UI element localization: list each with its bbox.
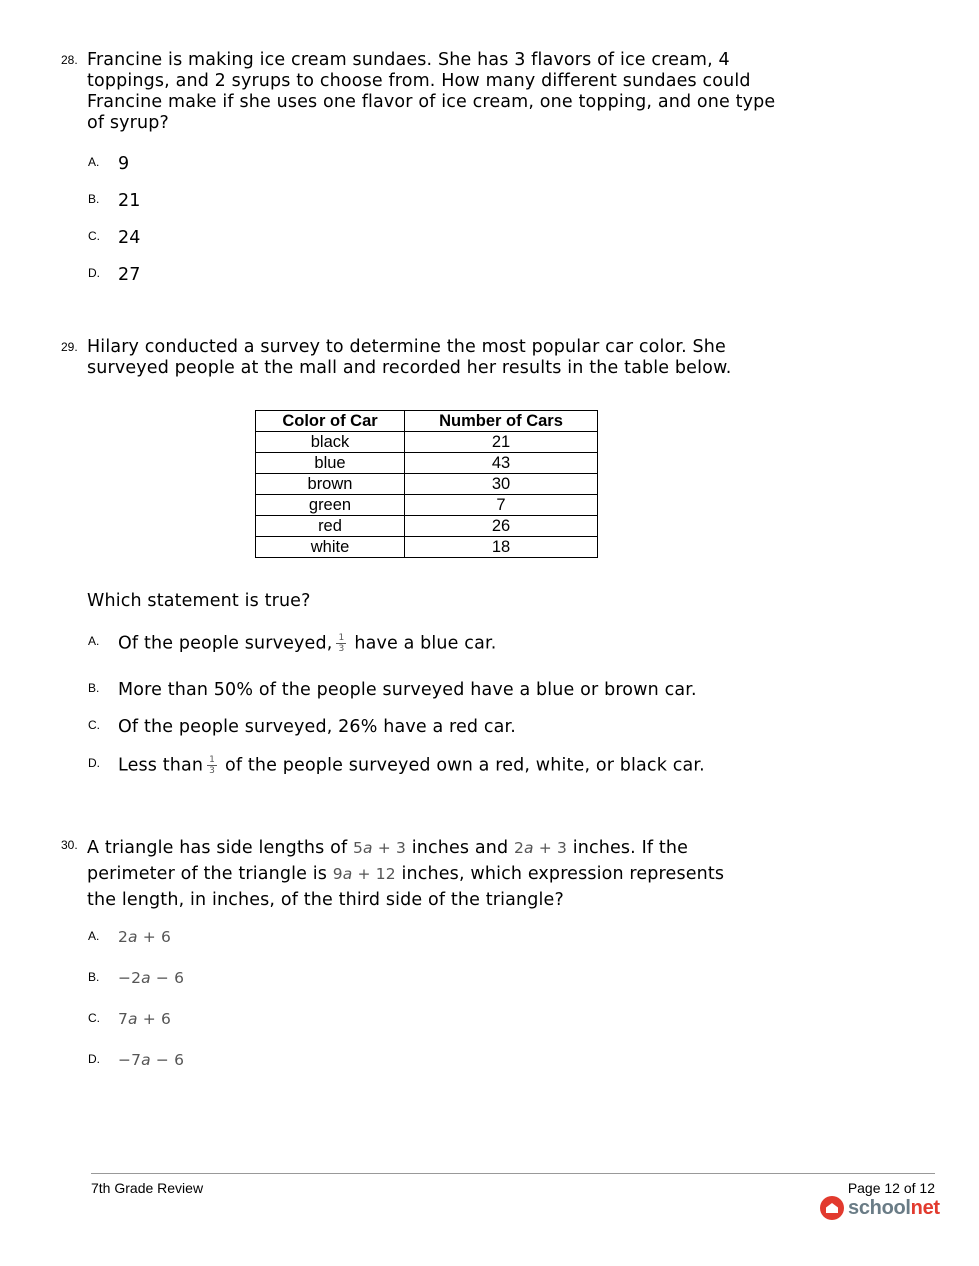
- table-cell: 43: [405, 453, 598, 474]
- expression-5a-plus-3: 5a + 3: [353, 839, 407, 857]
- choice-letter: D.: [88, 1052, 100, 1066]
- choice-letter: B.: [88, 970, 100, 984]
- choice-text: 9: [118, 154, 130, 174]
- stem-text: inches. If the: [572, 838, 689, 858]
- choice-expression: 2a + 6: [118, 928, 171, 946]
- stem-text: A triangle has side lengths of: [87, 838, 348, 858]
- fraction-numerator: 1: [209, 755, 216, 765]
- table-cell: 30: [405, 474, 598, 495]
- choice-text-after: of the people surveyed own a red, white, or black car.: [225, 755, 705, 776]
- choice-text: Of the people surveyed, 26% have a red car.: [118, 717, 516, 737]
- table-header-row: [256, 411, 598, 432]
- table-cell: 21: [405, 432, 598, 453]
- choice-letter: A.: [88, 929, 100, 943]
- expression-2a-plus-3: 2a + 3: [514, 839, 567, 857]
- table-cell: white: [256, 537, 405, 558]
- table-cell: 7: [405, 495, 598, 516]
- choice-letter: C.: [88, 718, 100, 732]
- choice-text: 27: [118, 265, 141, 285]
- fraction-one-third: [336, 633, 346, 654]
- page-number: Page 12 of 12: [847, 1180, 935, 1196]
- table-cell: red: [256, 516, 405, 537]
- choice-letter: C.: [88, 1011, 100, 1025]
- question-number: 29.: [61, 340, 78, 354]
- choice-letter: B.: [88, 681, 100, 695]
- fraction-denominator: 3: [338, 644, 345, 654]
- choice-text-before: Of the people surveyed,: [118, 633, 333, 654]
- house-icon: [820, 1196, 844, 1220]
- question-stem: [87, 835, 781, 913]
- stem-text: inches and: [411, 838, 509, 858]
- question-28: [61, 50, 781, 134]
- choice-letter: A.: [88, 155, 100, 169]
- fraction-numerator: 1: [338, 633, 345, 643]
- table-header: Number of Cars: [405, 411, 598, 432]
- table-cell: 26: [405, 516, 598, 537]
- choice-text: [118, 633, 496, 654]
- fraction-one-third: [207, 755, 217, 776]
- question-stem: Francine is making ice cream sundaes. She has 3 flavors of ice cream, 4 toppings, and 2 syrups to choose from. How many different sundaes could Francine make if she uses one flavor of ice cream, one topping, and one type of syrup?: [87, 50, 776, 133]
- choice-expression: −7a − 6: [118, 1051, 185, 1069]
- footer-divider: [91, 1173, 935, 1174]
- choice-expression: 7a + 6: [118, 1010, 171, 1028]
- table-cell: brown: [256, 474, 405, 495]
- choice-text-before: Less than: [118, 755, 204, 776]
- table-row: [256, 453, 598, 474]
- table-cell: 18: [405, 537, 598, 558]
- fraction-denominator: 3: [209, 766, 216, 776]
- table-row: [256, 516, 598, 537]
- question-stem: Hilary conducted a survey to determine the most popular car color. She surveyed people at the mall and recorded her results in the table below.: [87, 337, 732, 378]
- choice-text: [118, 755, 705, 776]
- logo-text: schoolnet: [848, 1196, 940, 1219]
- table-cell: black: [256, 432, 405, 453]
- stem-text: the length, in inches, of the third side of the triangle?: [87, 890, 564, 910]
- table-cell: green: [256, 495, 405, 516]
- question-number: 30.: [61, 838, 78, 852]
- choice-text: 21: [118, 191, 141, 211]
- question-prompt: Which statement is true?: [87, 591, 311, 611]
- table-header: Color of Car: [256, 411, 405, 432]
- stem-text: perimeter of the triangle is: [87, 864, 328, 884]
- schoolnet-logo: [820, 1195, 940, 1221]
- question-number: 28.: [61, 53, 78, 67]
- table-row: [256, 432, 598, 453]
- expression-9a-plus-12: 9a + 12: [332, 865, 396, 883]
- choice-letter: D.: [88, 756, 100, 770]
- choice-letter: D.: [88, 266, 100, 280]
- choice-letter: A.: [88, 634, 100, 648]
- footer-title: 7th Grade Review: [91, 1180, 204, 1196]
- choice-letter: C.: [88, 229, 100, 243]
- question-30: [61, 835, 781, 913]
- table-row: [256, 537, 598, 558]
- choice-text: More than 50% of the people surveyed have a blue or brown car.: [118, 680, 697, 700]
- question-29: [61, 337, 781, 379]
- choice-letter: B.: [88, 192, 100, 206]
- choice-expression: −2a − 6: [118, 969, 185, 987]
- table-cell: blue: [256, 453, 405, 474]
- stem-text: inches, which expression represents: [401, 864, 725, 884]
- table-row: [256, 495, 598, 516]
- table-row: [256, 474, 598, 495]
- choice-text: 24: [118, 228, 141, 248]
- choice-text-after: have a blue car.: [354, 633, 497, 654]
- car-color-table: [255, 410, 598, 558]
